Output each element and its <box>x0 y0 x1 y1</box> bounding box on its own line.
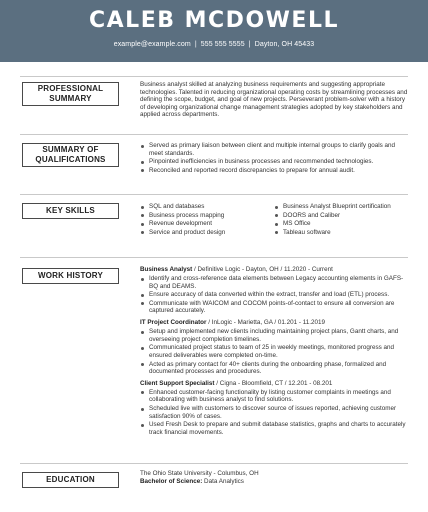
separator: | <box>248 41 251 48</box>
summary-paragraph: Business analyst skilled at analyzing business requirements and suggesting appropriate technologies. Talented in reducing organizational operating costs by streamlining processes and defining the scope, budget, and goal of new projects. Perseverant problem-solver with a history of developing organizational change management strategies adopted by key stakeholders and applied across departments. <box>140 81 408 119</box>
job-bullets <box>140 275 408 315</box>
job-entry <box>140 380 408 437</box>
list-item: SQL and databases <box>140 203 274 211</box>
list-item: Scheduled live with customers to discover source of issues reported, achieving customer satisfaction 90% of cases. <box>140 405 408 420</box>
email: example@example.com <box>113 41 191 48</box>
list-item: Communicate with WAICOM and COCOM points-of-contact to ensure all conversion are captured accurately. <box>140 300 408 315</box>
section-title-key-skills: KEY SKILLS <box>22 203 119 219</box>
list-item: Acted as primary contact for 40+ clients during the onboarding phase, formalized and documented processes and procedures. <box>140 361 408 376</box>
section-title-work-history: WORK HISTORY <box>22 268 119 284</box>
section-title-professional-summary: PROFESSIONAL SUMMARY <box>22 82 119 106</box>
job-entry <box>140 319 408 376</box>
list-item: Enhanced customer-facing functionality by listing customer complaints in meetings and collaborating with business analyst to find solutions. <box>140 389 408 404</box>
qualifications-list-container <box>140 142 408 175</box>
list-item: Setup and implemented new clients including maintaining project plans, Gantt charts, and overseeing project completion timelines. <box>140 328 408 343</box>
degree-field: Data Analytics <box>202 477 244 485</box>
job-details: / InLogic - Marietta, GA / 01.201 - 11.2019 <box>206 319 326 327</box>
job-details: / Definitive Logic - Dayton, OH / 11.2020 - Current <box>192 266 333 273</box>
list-item: Pinpointed inefficiencies in business processes and recommended technologies. <box>140 158 408 166</box>
list-item: Business process mapping <box>140 212 274 220</box>
job-bullets <box>140 389 408 437</box>
list-item: Service and product design <box>140 229 274 237</box>
skills-list-right <box>274 203 408 237</box>
section-title-summary-of-qualifications: SUMMARY OF QUALIFICATIONS <box>22 143 119 167</box>
list-item: DOORS and Caliber <box>274 212 408 220</box>
job-role: Client Support Specialist <box>140 379 215 387</box>
section-divider <box>20 463 408 464</box>
list-item: Served as primary liaison between client and multiple internal groups to clarify goals and meet standards. <box>140 142 408 157</box>
skills-list-left <box>140 203 274 237</box>
list-item: Business Analyst Blueprint certification <box>274 203 408 211</box>
list-item: Reconciled and reported record discrepancies to prepare for annual audit. <box>140 167 408 175</box>
professional-summary-text <box>140 81 408 119</box>
list-item: Communicated project status to team of 25 in weekly meetings, monitored progress and ensured deliverables were completed on-time. <box>140 344 408 359</box>
job-bullets <box>140 328 408 376</box>
job-title-line <box>140 266 408 274</box>
degree-label: Bachelor of Science: <box>140 477 203 485</box>
separator: | <box>194 41 197 48</box>
degree-line <box>140 478 408 486</box>
qualifications-list <box>140 142 408 174</box>
school-name: The Ohio State University - Columbus, OH <box>140 470 259 477</box>
skills-columns <box>140 203 408 237</box>
contact-line <box>0 40 428 50</box>
section-divider <box>20 134 408 135</box>
list-item: MS Office <box>274 220 408 228</box>
phone: 555 555 5555 <box>200 41 245 48</box>
resume-header <box>0 0 428 62</box>
job-details: / Cigna - Bloomfield, CT / 12.201 - 08.201 <box>214 379 333 387</box>
section-divider <box>20 76 408 77</box>
job-role: IT Project Coordinator <box>140 319 207 327</box>
location: Dayton, OH 45433 <box>254 41 315 48</box>
section-divider <box>20 257 408 258</box>
job-entry <box>140 266 408 315</box>
section-title-education: EDUCATION <box>22 472 119 488</box>
education-details <box>140 470 408 485</box>
list-item: Tableau software <box>274 229 408 237</box>
work-history <box>140 266 408 440</box>
job-role: Business Analyst <box>140 266 193 273</box>
list-item: Identify and cross-reference data elements between Legacy accounting elements in GAFS-BQ and DEAMS. <box>140 275 408 290</box>
job-title-line <box>140 319 408 327</box>
candidate-name: CALEB MCDOWELL <box>89 8 339 33</box>
list-item: Ensure accuracy of data converted within the extract, transfer and load (ETL) process. <box>140 291 408 299</box>
section-divider <box>20 194 408 195</box>
list-item: Used Fresh Desk to prepare and submit database statistics, graphs and charts to accurately track financial movements. <box>140 421 408 436</box>
list-item: Revenue development <box>140 220 274 228</box>
job-title-line <box>140 380 408 388</box>
